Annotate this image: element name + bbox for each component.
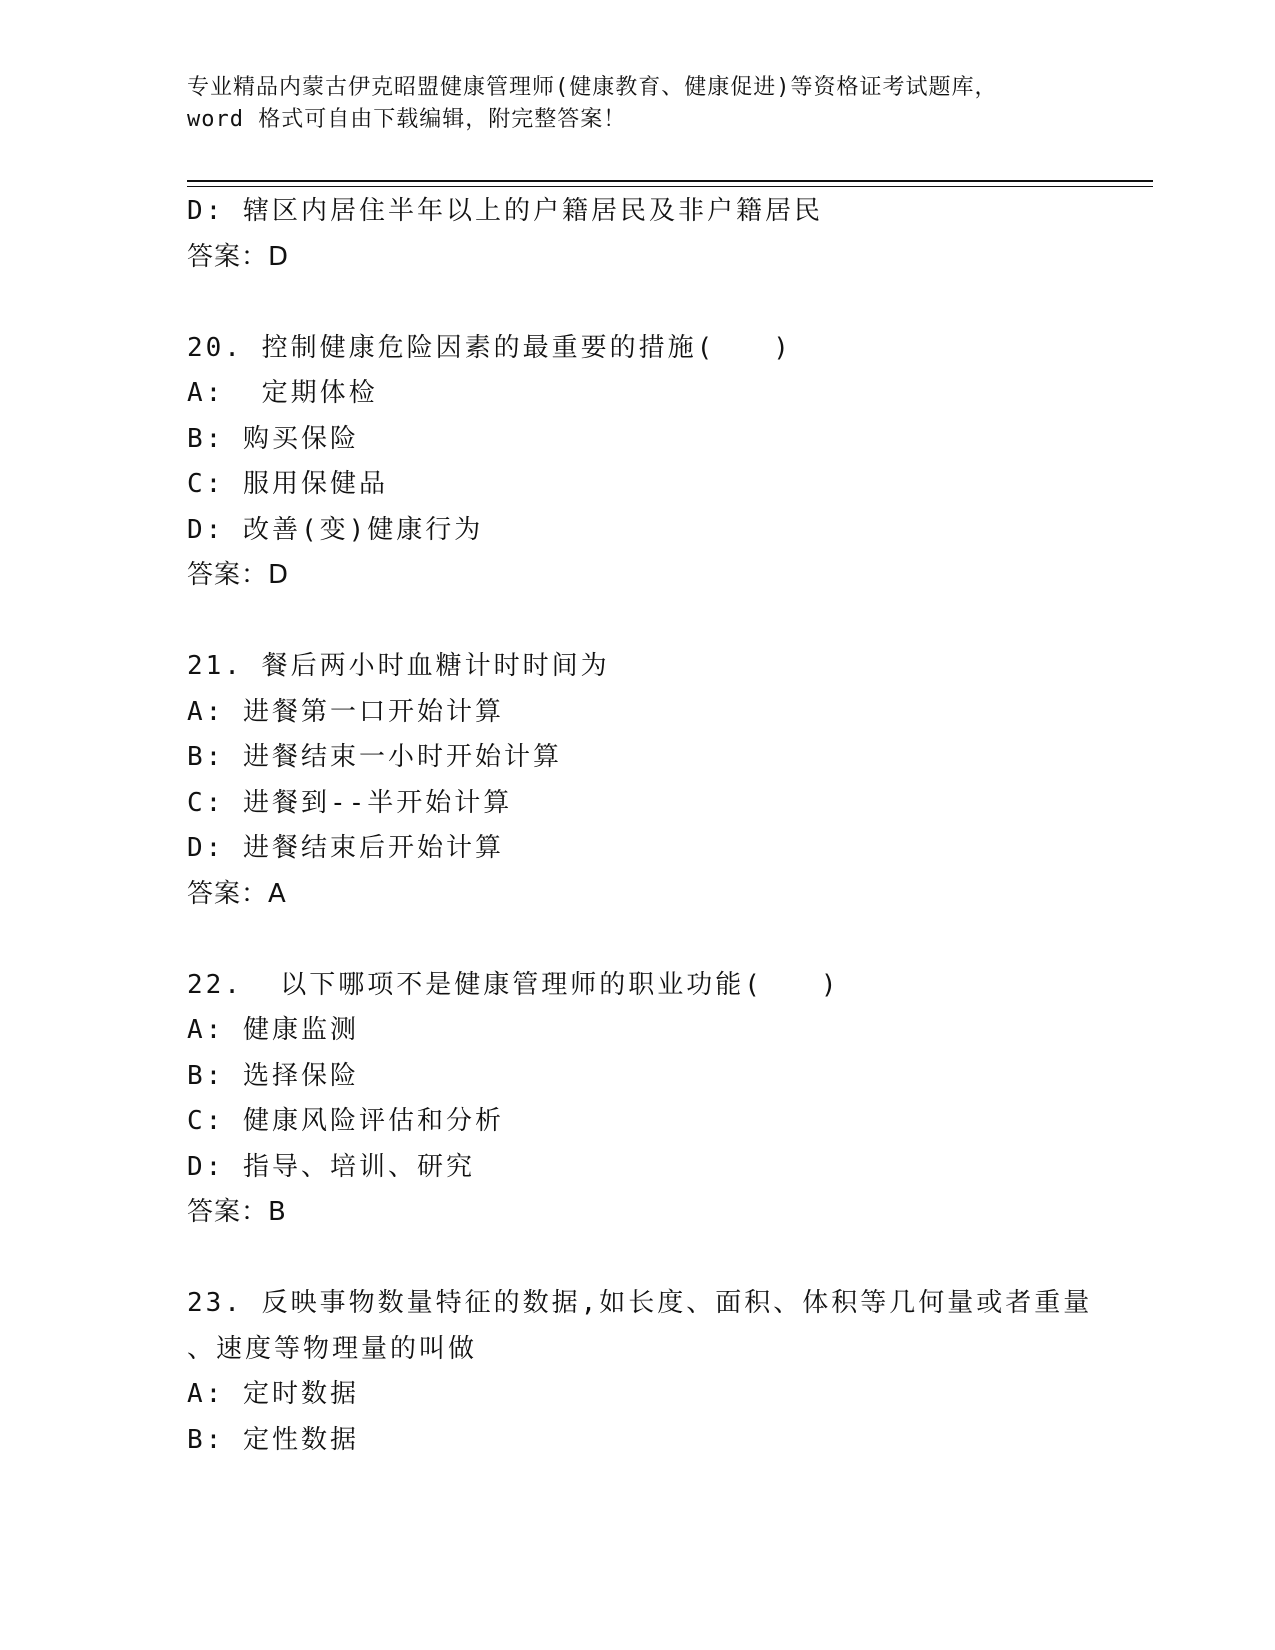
- answer-line: 答案：A: [187, 878, 287, 909]
- question-stem: 21. 餐后两小时血糖计时时间为: [187, 651, 610, 681]
- answer-line: 答案：D: [187, 241, 290, 272]
- question-stem-line-1: 23. 反映事物数量特征的数据,如长度、面积、体积等几何量或者重量: [187, 1288, 1093, 1318]
- header-divider-thin: [187, 186, 1153, 187]
- answer-line: 答案：B: [187, 1197, 287, 1227]
- question-19-tail: [187, 189, 1153, 280]
- option-a: A: 定期体检: [187, 378, 378, 408]
- option-c: C: 服用保健品: [187, 469, 388, 499]
- question-23: [187, 1281, 1153, 1463]
- option-d: D: 辖区内居住半年以上的户籍居民及非户籍居民: [187, 196, 823, 226]
- option-c: C: 健康风险评估和分析: [187, 1106, 504, 1136]
- header-line-2: word 格式可自由下载编辑，附完整答案！: [187, 107, 627, 132]
- option-b: B: 定性数据: [187, 1424, 359, 1455]
- spacer: [187, 1236, 1153, 1282]
- option-a: A: 定时数据: [187, 1379, 359, 1409]
- option-d: D: 进餐结束后开始计算: [187, 833, 504, 863]
- option-b: B: 购买保险: [187, 423, 359, 454]
- option-d: D: 改善(变)健康行为: [187, 514, 484, 545]
- spacer: [187, 280, 1153, 326]
- option-a: A: 进餐第一口开始计算: [187, 696, 504, 727]
- option-b: B: 选择保险: [187, 1060, 359, 1091]
- spacer: [187, 917, 1153, 963]
- header-divider-thick: [187, 180, 1153, 182]
- question-21: [187, 644, 1153, 917]
- question-stem-line-2: 、速度等物理量的叫做: [187, 1333, 478, 1364]
- option-b: B: 进餐结束一小时开始计算: [187, 742, 562, 772]
- question-stem: 20. 控制健康危险因素的最重要的措施( ): [187, 332, 792, 363]
- answer-line: 答案：D: [187, 560, 290, 590]
- question-stem: 22. 以下哪项不是健康管理师的职业功能( ): [187, 969, 840, 1000]
- question-22: [187, 963, 1153, 1236]
- option-c: C: 进餐到--半开始计算: [187, 787, 513, 818]
- spacer: [187, 599, 1153, 645]
- question-20: [187, 326, 1153, 599]
- document-header: [187, 72, 1087, 136]
- option-a: A: 健康监测: [187, 1015, 359, 1045]
- option-d: D: 指导、培训、研究: [187, 1151, 475, 1182]
- question-list: [187, 189, 1153, 1463]
- header-line-1: 专业精品内蒙古伊克昭盟健康管理师(健康教育、健康促进)等资格证考试题库，: [187, 75, 998, 100]
